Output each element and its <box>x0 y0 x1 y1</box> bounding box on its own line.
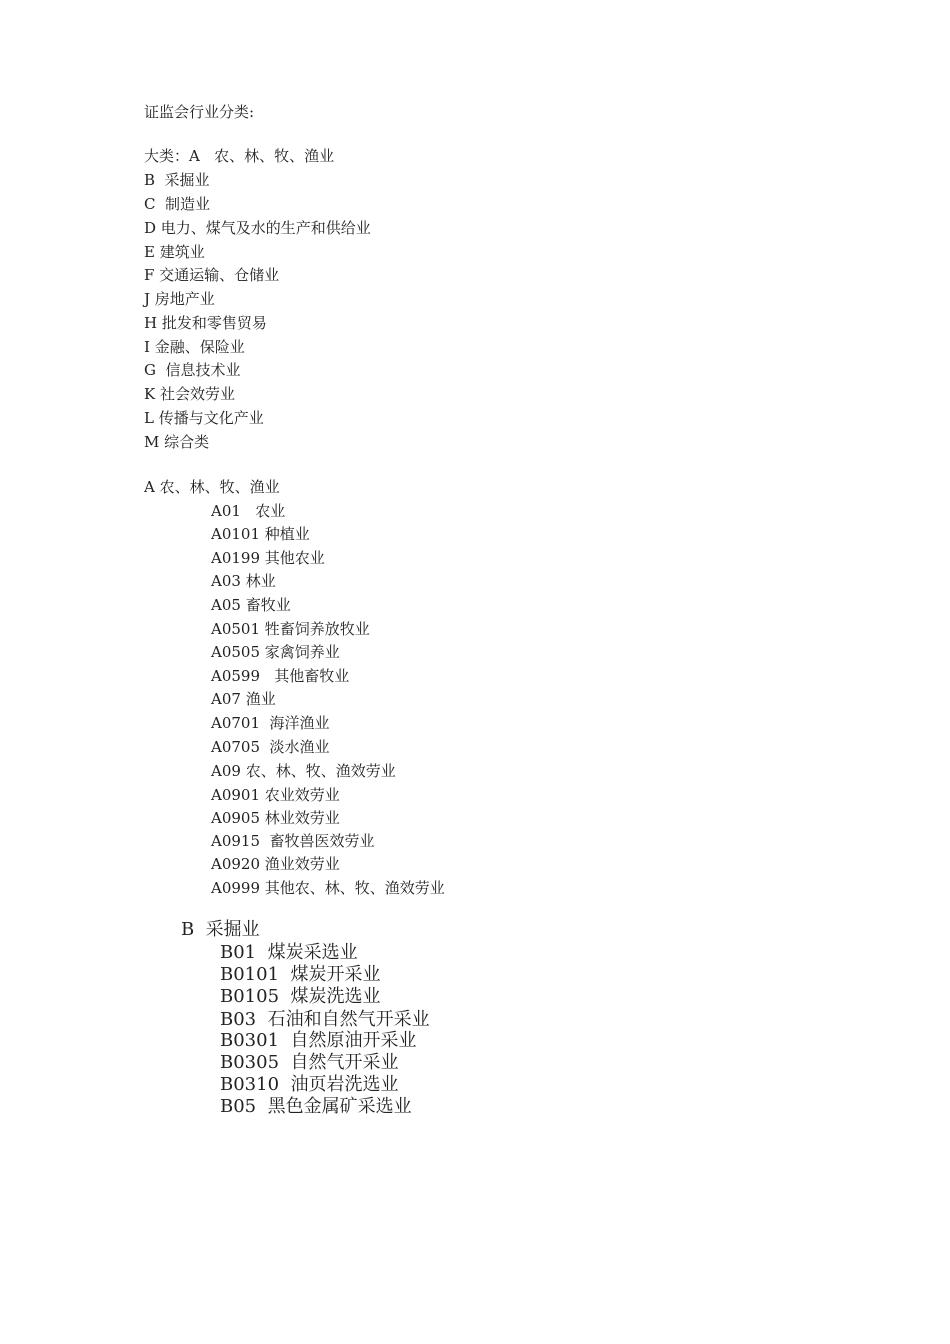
major-category-item: C 制造业 <box>144 195 211 213</box>
section-a-item: A0901 农业效劳业 <box>211 786 340 804</box>
section-a-item: A0705 淡水渔业 <box>211 738 330 756</box>
section-b-item: B05 黑色金属矿采选业 <box>220 1096 412 1117</box>
section-a-item: A0599 其他畜牧业 <box>211 667 350 685</box>
section-b-heading: B 采掘业 <box>181 919 260 940</box>
major-category-item: M 综合类 <box>144 433 210 451</box>
major-category-item: G 信息技术业 <box>144 361 241 379</box>
section-b-item: B0310 油页岩洗选业 <box>220 1074 399 1095</box>
section-b-item: B0301 自然原油开采业 <box>220 1030 417 1051</box>
major-category-item: F 交通运输、仓储业 <box>144 266 280 284</box>
major-category-item: H 批发和零售贸易 <box>144 314 267 332</box>
major-category-item: D 电力、煤气及水的生产和供给业 <box>144 219 371 237</box>
major-category-item: L 传播与文化产业 <box>144 409 264 427</box>
section-a-item: A01 农业 <box>211 502 286 520</box>
section-b-item: B0305 自然气开采业 <box>220 1052 399 1073</box>
section-b-item: B0101 煤炭开采业 <box>220 964 381 985</box>
section-a-item: A0101 种植业 <box>211 525 310 543</box>
section-a-item: A0915 畜牧兽医效劳业 <box>211 832 375 850</box>
section-a-item: A0199 其他农业 <box>211 549 325 567</box>
section-a-item: A0501 牲畜饲养放牧业 <box>211 620 370 638</box>
section-b-item: B03 石油和自然气开采业 <box>220 1009 430 1030</box>
section-b-item: B0105 煤炭洗选业 <box>220 986 381 1007</box>
section-a-item: A09 农、林、牧、渔效劳业 <box>211 762 396 780</box>
section-a-item: A03 林业 <box>211 572 276 590</box>
section-a-item: A0701 海洋渔业 <box>211 714 330 732</box>
section-a-item: A07 渔业 <box>211 690 276 708</box>
section-a-item: A0999 其他农、林、牧、渔效劳业 <box>211 879 445 897</box>
document-title: 证监会行业分类: <box>144 103 255 121</box>
major-category-item: B 采掘业 <box>144 171 210 189</box>
section-a-item: A0505 家禽饲养业 <box>211 643 340 661</box>
section-b-item: B01 煤炭采选业 <box>220 942 358 963</box>
section-a-item: A05 畜牧业 <box>211 596 291 614</box>
major-category-item: I 金融、保险业 <box>144 338 245 356</box>
section-a-item: A0905 林业效劳业 <box>211 809 340 827</box>
major-category-item: E 建筑业 <box>144 243 205 261</box>
major-category-item: K 社会效劳业 <box>144 385 235 403</box>
major-category-item: J 房地产业 <box>144 290 215 308</box>
major-category-header: 大类：A 农、林、牧、渔业 <box>144 147 335 165</box>
section-a-item: A0920 渔业效劳业 <box>211 855 340 873</box>
section-a-heading: A 农、林、牧、渔业 <box>144 478 280 496</box>
